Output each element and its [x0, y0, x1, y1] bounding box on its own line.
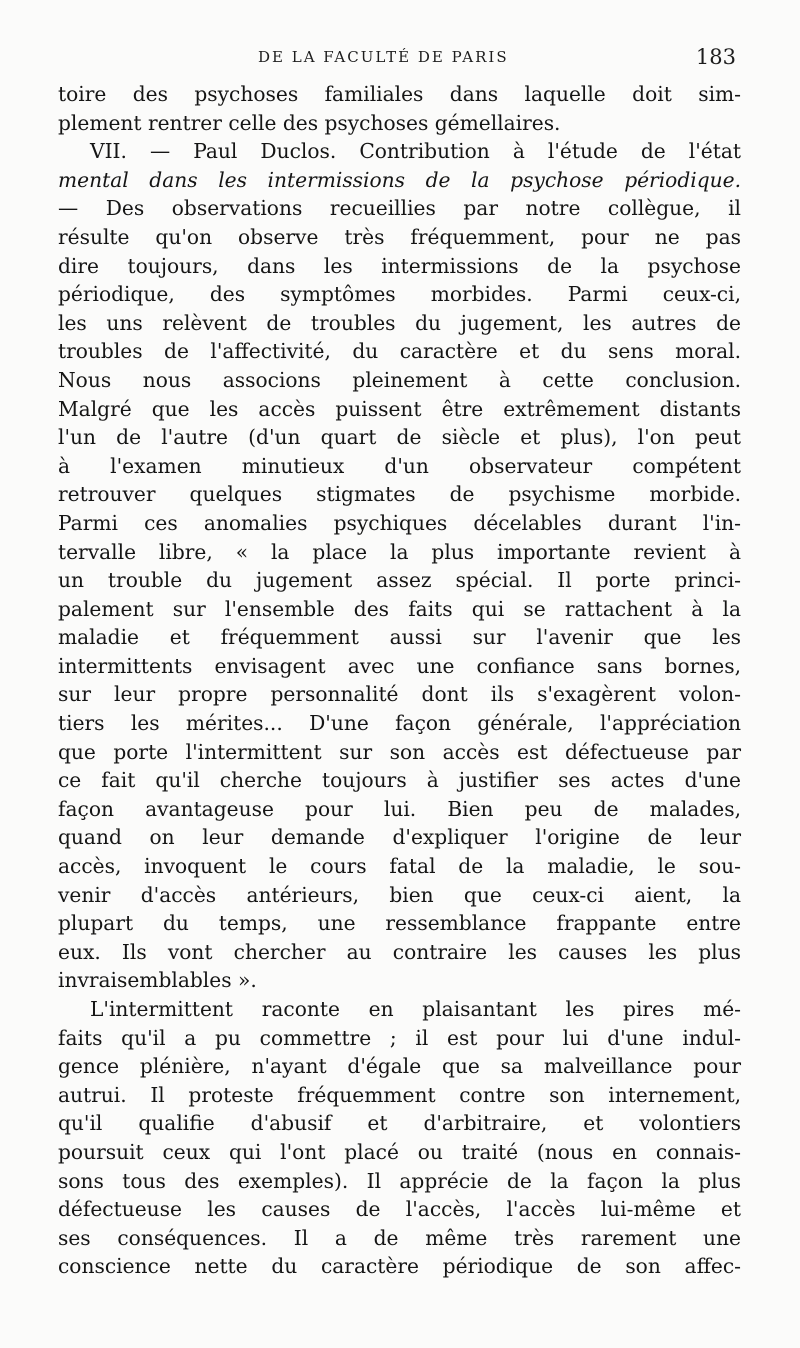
text-line: — Des observations recueillies par notre collègue, il	[58, 196, 741, 221]
text-line: intermittents envisagent avec une confiance sans bornes,	[58, 653, 741, 678]
text-line: sons tous des exemples). Il apprécie de la façon la plus	[58, 1168, 741, 1193]
body-text	[58, 80, 741, 1281]
text-line: résulte qu'on observe très fréquemment, pour ne pas	[58, 224, 741, 249]
section-title-line: mental dans les intermissions de la psychose périodique.	[58, 167, 741, 192]
text-line: invraisemblables ».	[58, 968, 257, 993]
text-line: eux. Ils vont chercher au contraire les causes les plus	[58, 939, 741, 964]
text-line: plement rentrer celle des psychoses gémellaires.	[58, 110, 561, 135]
text-line: quand on leur demande d'expliquer l'origine de leur	[58, 825, 741, 850]
text-line: plupart du temps, une ressemblance frappante entre	[58, 911, 741, 936]
text-line: dire toujours, dans les intermissions de la psychose	[58, 253, 741, 278]
text-line: retrouver quelques stigmates de psychisme morbide.	[58, 482, 741, 507]
text-line: venir d'accès antérieurs, bien que ceux-ci aient, la	[58, 882, 741, 907]
text-line: les uns relèvent de troubles du jugement, les autres de	[58, 310, 741, 335]
text-line: ses conséquences. Il a de même très rarement une	[58, 1225, 741, 1250]
text-line: périodique, des symptômes morbides. Parmi ceux-ci,	[58, 282, 741, 307]
text-line: conscience nette du caractère périodique de son affec-	[58, 1254, 741, 1279]
page-number: 183	[695, 45, 736, 69]
text-line: poursuit ceux qui l'ont placé ou traité (nous en connais-	[58, 1139, 741, 1164]
text-line: tiers les mérites... D'une façon générale, l'appréciation	[58, 711, 741, 736]
page-header	[0, 45, 800, 72]
running-head: DE LA FACULTÉ DE PARIS	[258, 48, 509, 66]
text-line: gence plénière, n'ayant d'égale que sa malveillance pour	[58, 1054, 741, 1079]
text-line: toire des psychoses familiales dans laquelle doit sim-	[58, 82, 741, 106]
text-line: Parmi ces anomalies psychiques décelables durant l'in-	[58, 510, 741, 535]
text-line: palement sur l'ensemble des faits qui se rattachent à la	[58, 596, 741, 621]
text-line: défectueuse les causes de l'accès, l'accès lui-même et	[58, 1197, 741, 1222]
text-line: Nous nous associons pleinement à cette conclusion.	[58, 367, 741, 392]
text-line: sur leur propre personnalité dont ils s'exagèrent volon-	[58, 682, 741, 707]
text-line: à l'examen minutieux d'un observateur compétent	[58, 453, 741, 478]
text-line: façon avantageuse pour lui. Bien peu de malades,	[58, 796, 741, 821]
text-line: troubles de l'affectivité, du caractère et du sens moral.	[58, 339, 741, 364]
text-line: que porte l'intermittent sur son accès est défectueuse par	[58, 739, 741, 764]
text-line: maladie et fréquemment aussi sur l'avenir que les	[58, 625, 741, 650]
text-line: Malgré que les accès puissent être extrêmement distants	[58, 396, 741, 421]
text-line: tervalle libre, « la place la plus importante revient à	[58, 539, 741, 564]
text-line: autrui. Il proteste fréquemment contre son internement,	[58, 1082, 741, 1107]
paragraph-start-line: L'intermittent raconte en plaisantant les pires mé-	[90, 997, 741, 1021]
text-line: qu'il qualifie d'abusif et d'arbitraire, et volontiers	[58, 1111, 741, 1136]
text-line: ce fait qu'il cherche toujours à justifier ses actes d'une	[58, 768, 741, 793]
text-line: faits qu'il a pu commettre ; il est pour lui d'une indul-	[58, 1025, 741, 1050]
text-line: l'un de l'autre (d'un quart de siècle et plus), l'on peut	[58, 425, 741, 450]
text-line: accès, invoquent le cours fatal de la maladie, le sou-	[58, 854, 741, 879]
text-line: un trouble du jugement assez spécial. Il porte princi-	[58, 568, 741, 593]
section-heading-line: VII. — Paul Duclos. Contribution à l'étude de l'état	[90, 139, 741, 164]
